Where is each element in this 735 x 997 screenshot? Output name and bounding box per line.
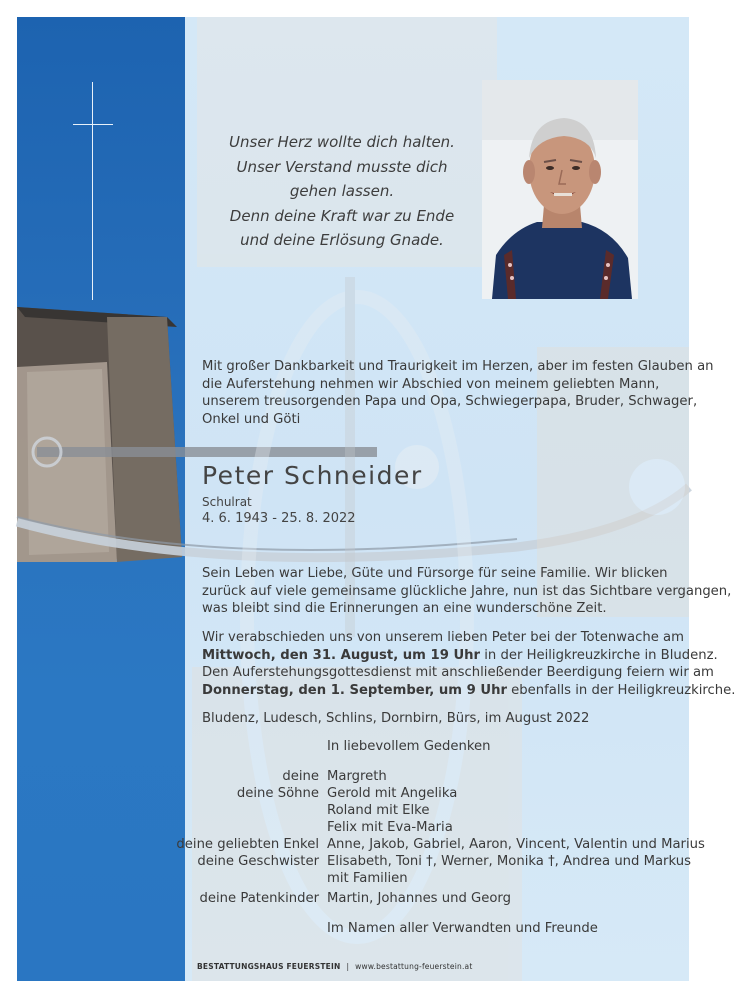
funeral-paragraph xyxy=(202,629,735,699)
intro-line: Mit großer Dankbarkeit und Traurigkeit im Herzen, aber im festen Glauben an xyxy=(202,359,714,374)
quote-line: Unser Herz wollte dich halten. xyxy=(229,133,455,151)
intro-line: Onkel und Göti xyxy=(202,411,301,427)
funeral-line xyxy=(202,647,735,665)
footer xyxy=(197,962,472,971)
family-names: Margreth xyxy=(327,769,387,784)
family-row xyxy=(17,890,689,907)
funeral-line: Den Auferstehungsgottesdienst mit anschließender Beerdigung feiern wir am xyxy=(202,665,714,681)
burial-datetime: Donnerstag, den 1. September, um 9 Uhr xyxy=(202,682,507,698)
family-names: Roland mit Elke xyxy=(327,803,430,818)
deceased-name: Peter Schneider xyxy=(202,461,423,490)
life-dates: 4. 6. 1943 - 25. 8. 2022 xyxy=(202,511,356,526)
family-row xyxy=(17,870,689,887)
life-line: zurück auf viele gemeinsame glückliche Jahre, nun ist das Sichtbare vergangen, xyxy=(202,583,732,599)
cross-symbol-horizontal xyxy=(73,124,113,125)
intro-line: die Auferstehung nehmen wir Abschied von meinem geliebten Mann, xyxy=(202,376,660,392)
place-date-line: Bludenz, Ludesch, Schlins, Dornbirn, Bürs, im August 2022 xyxy=(202,711,590,726)
family-row xyxy=(17,802,689,819)
family-names: mit Familien xyxy=(327,871,408,886)
memorial-quote xyxy=(207,130,477,253)
place-date xyxy=(202,710,589,728)
quote-line: Unser Verstand musste dich xyxy=(236,157,448,176)
family-row xyxy=(17,836,705,853)
funeral-home-name: BESTATTUNGSHAUS FEUERSTEIN xyxy=(197,962,341,971)
quote-line: und deine Erlösung Gnade. xyxy=(240,231,444,249)
family-role: deine xyxy=(282,769,319,784)
family-role: deine geliebten Enkel xyxy=(176,837,319,852)
funeral-home-url[interactable]: www.bestattung-feuerstein.at xyxy=(355,962,473,971)
deceased-title: Schulrat xyxy=(202,495,252,509)
burial-location: ebenfalls in der Heiligkreuzkirche. xyxy=(506,682,735,698)
life-paragraph xyxy=(202,565,731,618)
portrait-photo xyxy=(482,80,638,299)
obituary-page xyxy=(17,17,735,981)
footer-separator: | xyxy=(346,962,350,971)
memory-line: In liebevollem Gedenken xyxy=(327,739,491,754)
family-row xyxy=(17,785,689,802)
family-names: Felix mit Eva-Maria xyxy=(327,820,453,835)
family-role: deine Geschwister xyxy=(197,854,319,869)
family-role: deine Söhne xyxy=(236,786,319,801)
intro-line: unserem treusorgenden Papa und Opa, Schwiegerpapa, Bruder, Schwager, xyxy=(202,394,698,410)
closing-line: Im Namen aller Verwandten und Freunde xyxy=(327,921,598,936)
family-row xyxy=(17,768,689,785)
family-names: Gerold mit Angelika xyxy=(327,786,458,801)
family-row xyxy=(17,819,689,836)
wake-datetime: Mittwoch, den 31. August, um 19 Uhr xyxy=(202,647,481,663)
life-line: was bleibt sind die Erinnerungen an eine wunderschöne Zeit. xyxy=(202,601,607,617)
family-names: Elisabeth, Toni †, Werner, Monika †, Andrea und Markus xyxy=(327,854,691,869)
funeral-line: Wir verabschieden uns von unserem lieben Peter bei der Totenwache am xyxy=(202,630,684,645)
family-names: Anne, Jakob, Gabriel, Aaron, Vincent, Valentin und Marius xyxy=(327,837,705,852)
family-list xyxy=(17,768,705,907)
family-row xyxy=(17,853,689,870)
family-names: Martin, Johannes und Georg xyxy=(327,891,511,906)
quote-line: gehen lassen. xyxy=(289,182,395,200)
life-line: Sein Leben war Liebe, Güte und Fürsorge für seine Familie. Wir blicken xyxy=(202,566,668,581)
funeral-line xyxy=(202,682,735,700)
cross-symbol-vertical xyxy=(92,82,93,300)
family-role: deine Patenkinder xyxy=(199,891,319,906)
wake-location: in der Heiligkreuzkirche in Bludenz. xyxy=(480,647,718,663)
intro-paragraph xyxy=(202,358,714,428)
quote-line: Denn deine Kraft war zu Ende xyxy=(229,206,455,225)
